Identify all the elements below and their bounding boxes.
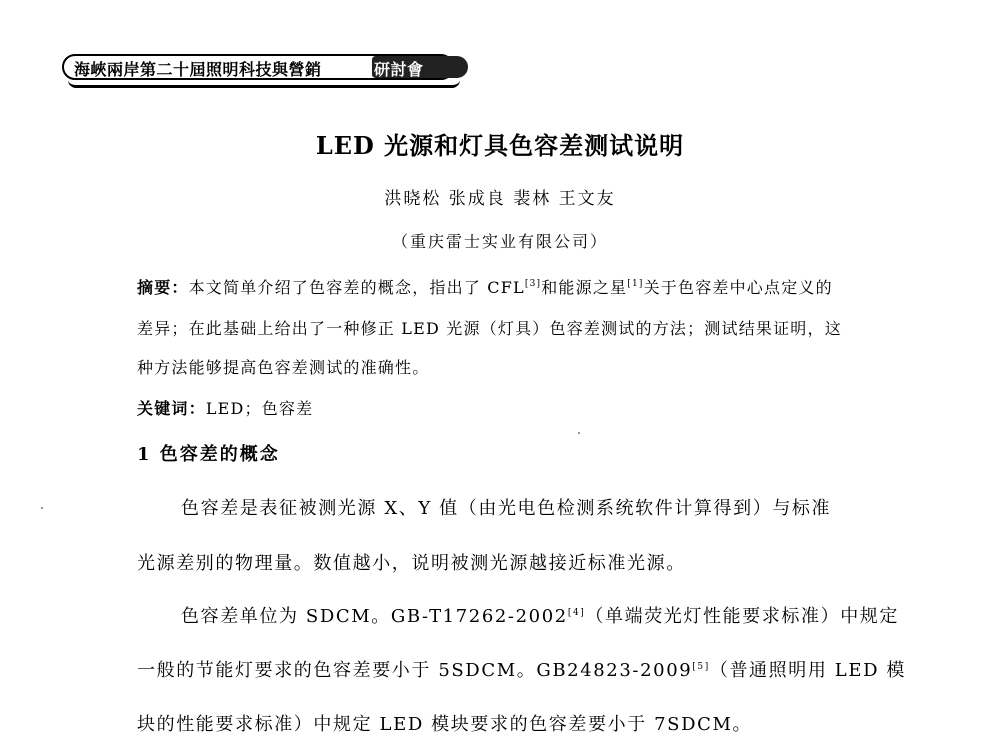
paper-authors: 洪晓松 张成良 裴林 王文友 bbox=[384, 189, 616, 209]
conference-name: 海峽兩岸第二十屆照明科技與營銷 bbox=[74, 60, 322, 79]
abstract-line-3: 种方法能够提高色容差测试的准确性。 bbox=[137, 358, 430, 377]
conference-banner bbox=[62, 48, 467, 88]
keywords-label: 关键词： bbox=[137, 399, 206, 418]
paragraph-2-line-1 bbox=[181, 602, 899, 628]
paragraph-2-text-2b: （普通照明用 LED 模 bbox=[709, 660, 907, 681]
paragraph-2-line-2 bbox=[137, 656, 906, 682]
keywords-line bbox=[137, 396, 313, 419]
paper-title: LED 光源和灯具色容差测试说明 bbox=[315, 131, 685, 160]
paper-affiliation: （重庆雷士实业有限公司） bbox=[391, 232, 608, 251]
abstract-line-2: 差异；在此基础上给出了一种修正 LED 光源（灯具）色容差测试的方法；测试结果证明，这 bbox=[137, 319, 842, 338]
paragraph-1-line-1: 色容差是表征被测光源 X、Y 值（由光电色检测系统软件计算得到）与标准 bbox=[181, 498, 832, 519]
conference-name-tail: 研討會 bbox=[374, 60, 424, 79]
citation-ref: [4] bbox=[567, 608, 586, 618]
citation-ref: [1] bbox=[627, 279, 644, 289]
keywords-text: LED；色容差 bbox=[205, 399, 314, 418]
citation-ref: [5] bbox=[692, 662, 710, 672]
citation-ref: [3] bbox=[524, 279, 542, 289]
paragraph-2-text-2a: 一般的节能灯要求的色容差要小于 5SDCM。GB24823-2009 bbox=[137, 660, 693, 681]
paragraph-2-text-1b: （单端荧光灯性能要求标准）中规定 bbox=[585, 606, 899, 627]
abstract-text-1b: 和能源之星 bbox=[541, 278, 628, 297]
paragraph-2-text-1a: 色容差单位为 SDCM。GB-T17262-2002 bbox=[181, 606, 568, 627]
abstract-text-1c: 关于色容差中心点定义的 bbox=[643, 278, 833, 297]
abstract-label: 摘要： bbox=[137, 278, 189, 297]
paragraph-1-line-2: 光源差别的物理量。数值越小，说明被测光源越接近标准光源。 bbox=[137, 553, 686, 574]
abstract-text-1a: 本文简单介绍了色容差的概念，指出了 CFL bbox=[188, 278, 525, 297]
scan-speck bbox=[578, 432, 580, 434]
banner-shadow bbox=[68, 80, 460, 88]
abstract-line-1 bbox=[137, 275, 833, 298]
section-heading: 1 色容差的概念 bbox=[137, 444, 280, 465]
paragraph-2-line-3: 块的性能要求标准）中规定 LED 模块要求的色容差要小于 7SDCM。 bbox=[137, 714, 753, 735]
scan-speck bbox=[41, 507, 43, 509]
